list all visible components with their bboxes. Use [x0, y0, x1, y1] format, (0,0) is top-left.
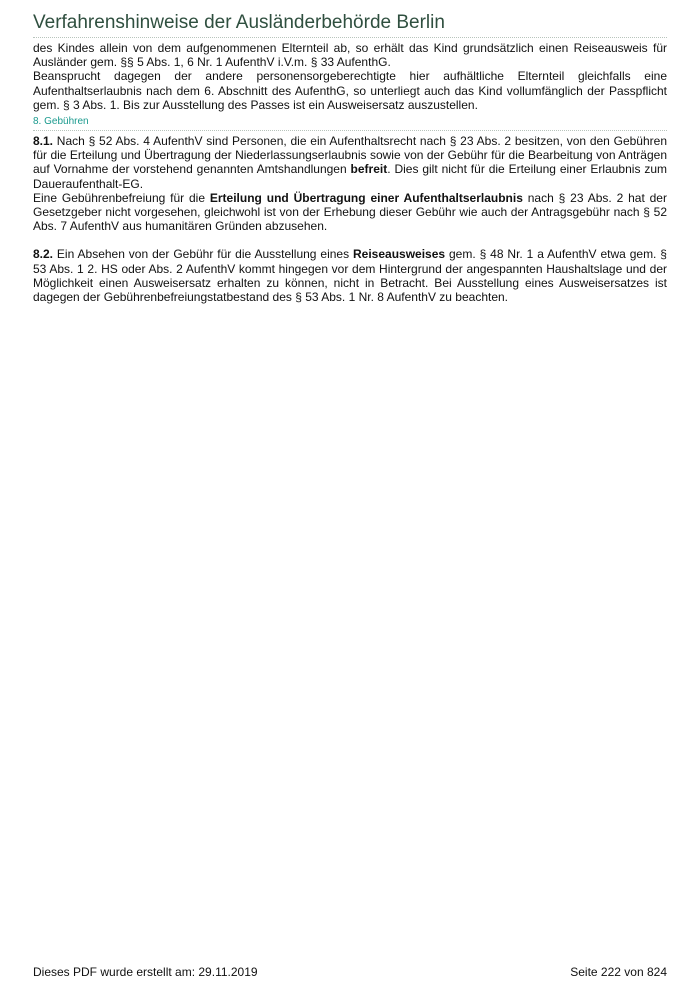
- paragraph-text: Eine Gebührenbefreiung für die: [33, 190, 210, 205]
- paragraph-text: . Dies gilt nicht für die Erteilung einer Erlaubnis zum Daueraufenthalt-EG.: [33, 162, 667, 191]
- page-number: Seite 222 von 824: [570, 965, 667, 979]
- intro-paragraph-2: Beansprucht dagegen der andere personensorgeberechtigte hier aufhältliche Elternteil gleichfalls eine Aufenthaltserlaubnis nach dem 6. Abschnitt des AufenthG, so unterliegt auch das Kind vollumfänglich der Passpflicht gem. § 3 Abs. 1. Bis zur Ausstellung des Passes ist ein Ausweisersatz auszustellen.: [33, 69, 667, 112]
- paragraph-text: Nach § 52 Abs. 4 AufenthV sind Personen, die ein Aufenthaltsrecht nach § 23 Abs. 2 besitzen, von den Gebühren für die Erteilung und Übertragung der Niederlassungserlaubnis sowie von der Gebühr für die Bearbeitung von Anträgen auf Vornahme der vorstehend genannten Amtshandlungen: [33, 134, 667, 177]
- paragraph-8-1: [33, 134, 667, 191]
- bold-text: Erteilung und Übertragung einer Aufenthaltserlaubnis: [209, 190, 523, 205]
- document-body: [33, 41, 667, 304]
- spacer: [33, 233, 667, 247]
- bold-text: befreit: [350, 162, 388, 177]
- paragraph-8-1-continued: [33, 191, 667, 234]
- paragraph-text: nach § 23 Abs. 2 hat der Gesetzgeber nicht vorgesehen, gleichwohl ist von der Erhebung dieser Gebühr wie auch der Antragsgebühr nach § 52 Abs. 7 AufenthV aus humanitären Gründen abzusehen.: [33, 190, 667, 234]
- page-title: Verfahrenshinweise der Ausländerbehörde Berlin: [33, 12, 445, 33]
- page-footer: [33, 965, 667, 979]
- paragraph-text: gem. § 48 Nr. 1 a AufenthV etwa gem. § 53 Abs. 1 2. HS oder Abs. 2 AufenthV kommt hingegen vor dem Hintergrund der angespannten Haushaltslage und der Möglichkeit einen Ausweisersatz erhalten zu können, nicht in Betracht. Bei Ausstellung eines Ausweisersatzes ist dagegen der Gebührenbefreiungstatbestand des § 53 Abs. 1 Nr. 8 AufenthV zu beachten.: [33, 247, 667, 305]
- intro-paragraph-1: des Kindes allein von dem aufgenommenen Elternteil ab, so erhält das Kind grundsätzlich einen Reiseausweis für Ausländer gem. §§ 5 Abs. 1, 6 Nr. 1 AufenthV i.V.m. § 33 AufenthG.: [33, 41, 667, 70]
- section-heading: 8. Gebühren: [33, 115, 667, 131]
- created-date: Dieses PDF wurde erstellt am: 29.11.2019: [33, 965, 258, 979]
- paragraph-text: Ein Absehen von der Gebühr für die Ausstellung eines: [53, 247, 353, 262]
- page-header: [33, 10, 667, 38]
- paragraph-number: 8.2.: [33, 247, 54, 262]
- paragraph-8-2: [33, 247, 667, 304]
- bold-text: Reiseausweises: [353, 247, 446, 262]
- paragraph-number: 8.1.: [33, 134, 54, 149]
